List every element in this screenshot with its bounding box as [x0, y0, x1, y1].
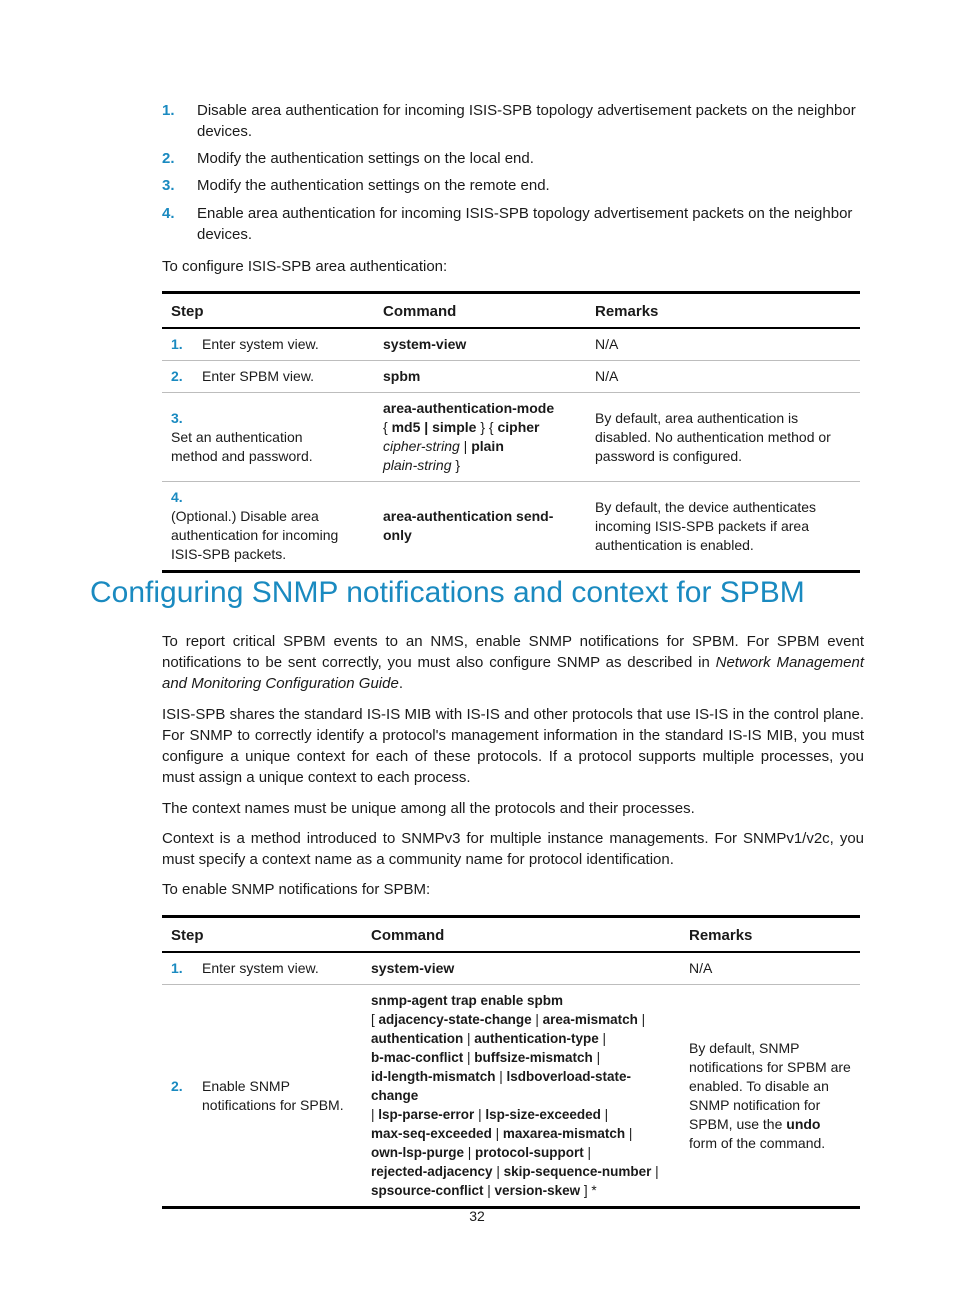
step-cell — [162, 985, 362, 1208]
step-text: Enable area authentication for incoming ISIS-SPB topology advertisement packets on the neighbor devices. — [197, 205, 853, 243]
step-cell — [162, 393, 374, 482]
command-keyword: authentication — [371, 1031, 464, 1046]
step-text: Set an authentication method and password. — [171, 428, 313, 464]
step-text: Modify the authentication settings on the local end. — [197, 150, 534, 167]
paragraph: ISIS-SPB shares the standard IS-IS MIB with IS-IS and other protocols that use IS-IS in the control plane. For SNMP to correctly identify a protocol's management information in the standard IS-IS MIB, you must configure a unique context for each of these protocols. If a protocol supports multiple processes, you must assign a unique context to each process. — [162, 706, 864, 786]
paragraph — [162, 631, 864, 694]
table-row — [162, 952, 860, 985]
step-number: 3. — [171, 409, 183, 426]
command-keyword: snmp-agent trap enable spbm — [371, 993, 564, 1008]
command-syntax: | — [463, 1050, 475, 1065]
list-item — [162, 148, 868, 169]
command-cell — [374, 361, 586, 393]
step-text: Enter SPBM view. — [202, 368, 315, 384]
remarks-cell: N/A — [680, 952, 860, 985]
step-text: Modify the authentication settings on the remote end. — [197, 177, 550, 194]
command-syntax: | — [598, 1031, 607, 1046]
document-reference: Network Management and Monitoring Configuration Guide — [162, 654, 865, 692]
paragraph-text: . — [398, 675, 403, 692]
command-syntax: | — [625, 1126, 633, 1141]
table-row — [162, 985, 860, 1208]
column-header: Remarks — [680, 917, 860, 953]
paragraph: The context names must be unique among all the protocols and their processes. — [162, 800, 695, 817]
command-syntax: | — [492, 1164, 504, 1179]
table-intro: To configure ISIS-SPB area authentication: — [162, 258, 448, 275]
step-cell — [162, 952, 362, 985]
command-keyword: area-authentication-mode — [383, 400, 555, 416]
command-keyword: own-lsp-purge — [371, 1145, 464, 1160]
command-keyword: lsp-parse-error — [378, 1107, 475, 1122]
command-syntax: [ — [371, 1012, 379, 1027]
command-argument: plain-string — [383, 457, 452, 473]
step-number: 3. — [162, 177, 175, 194]
page-number: 32 — [469, 1208, 485, 1224]
command-syntax: ] * — [580, 1183, 597, 1198]
command-cell — [362, 985, 680, 1208]
command-keyword: spbm — [383, 368, 421, 384]
step-number: 2. — [162, 150, 175, 167]
remarks-cell: By default, the device authenticates incoming ISIS-SPB packets if area authentication is enabled. — [586, 482, 860, 572]
step-number: 2. — [171, 368, 183, 384]
paragraph-text: To report critical SPBM events to an NMS, enable SNMP notifications for SPBM. For SPBM event notifications to be sent correctly, you must also configure SNMP as described in — [162, 633, 864, 671]
remark-text: form of the command. — [689, 1134, 826, 1151]
list-item — [162, 175, 868, 196]
section-heading: Configuring SNMP notifications and context for SPBM — [90, 576, 805, 609]
command-syntax: | — [463, 1031, 475, 1046]
command-keyword: system-view — [383, 336, 467, 352]
command-syntax: | — [583, 1145, 592, 1160]
command-keyword: max-seq-exceeded — [371, 1126, 492, 1141]
area-auth-table — [162, 291, 860, 573]
step-number: 4. — [171, 489, 183, 505]
command-keyword: spsource-conflict — [371, 1183, 484, 1198]
command-keyword: b-mac-conflict — [371, 1050, 464, 1065]
table-row — [162, 393, 860, 482]
command-keyword: id-length-mismatch — [371, 1069, 496, 1084]
column-header: Command — [362, 917, 680, 953]
table-row — [162, 361, 860, 393]
snmp-notifications-table — [162, 915, 860, 1209]
command-syntax: { — [383, 419, 392, 435]
step-number: 4. — [162, 205, 175, 222]
command-cell — [374, 393, 586, 482]
command-syntax: | — [592, 1050, 601, 1065]
command-keyword: cipher — [497, 419, 540, 435]
step-number: 1. — [162, 102, 175, 119]
command-syntax: | — [474, 1107, 486, 1122]
command-cell — [374, 482, 586, 572]
command-keyword: simple — [432, 419, 477, 435]
step-number: 1. — [171, 336, 183, 352]
command-keyword: area-mismatch — [542, 1012, 638, 1027]
column-header: Step — [162, 293, 374, 329]
command-syntax: | — [464, 1145, 476, 1160]
command-syntax: | — [495, 1069, 507, 1084]
command-keyword: authentication-type — [474, 1031, 599, 1046]
command-keyword: lsdboverload-state-change — [371, 1069, 632, 1103]
table-header-row — [162, 917, 860, 953]
command-syntax: } — [451, 457, 461, 473]
command-syntax: | — [491, 1126, 503, 1141]
step-cell — [162, 361, 374, 393]
column-header: Command — [374, 293, 586, 329]
command-keyword: adjacency-state-change — [378, 1012, 532, 1027]
paragraph: Context is a method introduced to SNMPv3 for multiple instance managements. For SNMPv1/v2c, you must specify a context name as a community name for protocol identification. — [162, 830, 864, 868]
step-text: (Optional.) Disable area authentication for incoming ISIS-SPB packets. — [171, 508, 339, 562]
remarks-cell — [680, 985, 860, 1208]
command-keyword: area-authentication send-only — [383, 508, 554, 543]
command-keyword: skip-sequence-number — [503, 1164, 652, 1179]
command-keyword: undo — [786, 1115, 821, 1132]
step-text: Enter system view. — [202, 960, 319, 976]
command-argument: cipher-string — [383, 438, 460, 454]
command-keyword: plain — [471, 438, 504, 454]
command-keyword: protocol-support — [475, 1145, 584, 1160]
step-number: 1. — [171, 960, 183, 976]
remarks-cell: N/A — [586, 361, 860, 393]
step-text: Disable area authentication for incoming ISIS-SPB topology advertisement packets on the neighbor devices. — [197, 102, 856, 140]
column-header: Step — [162, 917, 362, 953]
command-keyword: buffsize-mismatch — [474, 1050, 593, 1065]
command-syntax: | — [651, 1164, 659, 1179]
remark-text: By default, SNMP notifications for SPBM are enabled. To disable an SNMP notification for SPBM, use the — [689, 1039, 851, 1132]
command-cell — [362, 952, 680, 985]
step-text: Enter system view. — [202, 336, 319, 352]
command-cell — [374, 328, 586, 361]
command-syntax: | — [420, 419, 433, 435]
command-syntax: | — [637, 1012, 646, 1027]
command-keyword: lsp-size-exceeded — [485, 1107, 601, 1122]
column-header: Remarks — [586, 293, 860, 329]
command-keyword: system-view — [371, 960, 455, 976]
step-cell — [162, 482, 374, 572]
list-item — [162, 203, 868, 245]
command-keyword: rejected-adjacency — [371, 1164, 493, 1179]
command-syntax: | — [483, 1183, 495, 1198]
table-header-row — [162, 293, 860, 329]
table-intro: To enable SNMP notifications for SPBM: — [162, 881, 431, 898]
table-row — [162, 328, 860, 361]
command-keyword: maxarea-mismatch — [502, 1126, 626, 1141]
command-keyword: md5 — [391, 419, 421, 435]
remarks-cell: By default, area authentication is disabled. No authentication method or password is configured. — [586, 393, 860, 482]
table-row — [162, 482, 860, 572]
command-keyword: version-skew — [494, 1183, 581, 1198]
step-cell — [162, 328, 374, 361]
command-syntax: | — [371, 1107, 379, 1122]
remarks-cell: N/A — [586, 328, 860, 361]
command-syntax: } { — [476, 419, 498, 435]
step-text: Enable SNMP notifications for SPBM. — [202, 1077, 344, 1113]
command-syntax: | — [459, 438, 472, 454]
step-number: 2. — [171, 1077, 183, 1094]
command-syntax: | — [531, 1012, 543, 1027]
command-syntax: | — [600, 1107, 609, 1122]
list-item — [162, 100, 868, 142]
